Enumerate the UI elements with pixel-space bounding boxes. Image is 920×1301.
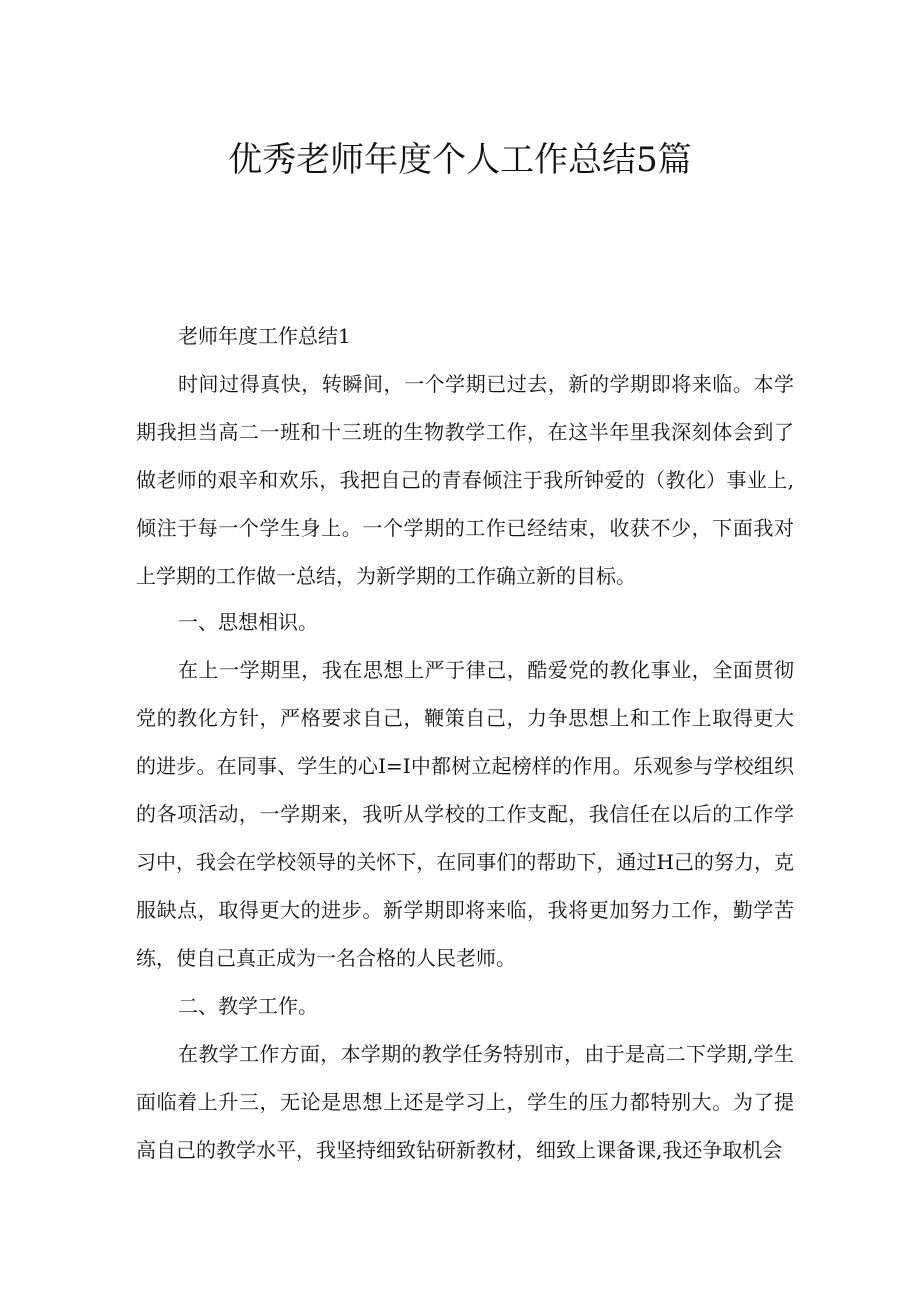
paragraph: 在教学工作方面，本学期的教学任务特别市，由于是高二下学期,学生面临着上升三，无论是思想上还是学习上，学生的压力都特别大。为了提高自己的教学水平，我坚持细致钻研新教材，细致上课备课,我还争取机会: [136, 1042, 794, 1162]
page-title: 优秀老师年度个人工作总结5篇: [228, 140, 692, 180]
paragraph: 在上一学期里，我在思想上严于律己，酷爱党的教化事业，全面贯彻党的教化方针，严格要求自己，鞭策自己，力争思想上和工作上取得更大的进步。在同事、学生的心I=I中都树立起榜样的作用。乐观参与学校组织的各项活动，一学期来，我听从学校的工作支配，我信任在以后的工作学习中，我会在学校领导的关怀下，在同事们的帮助下，通过H己的努力，克服缺点，取得更大的进步。新学期即将来临，我将更加努力工作，勤学苦练，使自己真正成为一名合格的人民老师。: [136, 658, 794, 970]
section-heading: 一、思想相识。: [178, 610, 318, 634]
section-heading: 二、教学工作。: [178, 994, 318, 1018]
subtitle: 老师年度工作总结1: [178, 324, 351, 348]
paragraph: 时间过得真快，转瞬间，一个学期已过去，新的学期即将来临。本学期我担当高二一班和十三班的生物教学工作，在这半年里我深刻体会到了做老师的艰辛和欢乐，我把自己的青春倾注于我所钟爱的（教化）事业上,倾注于每一个学生身上。一个学期的工作已经结束，收获不少，下面我对上学期的工作做一总结，为新学期的工作确立新的目标。: [136, 372, 794, 588]
